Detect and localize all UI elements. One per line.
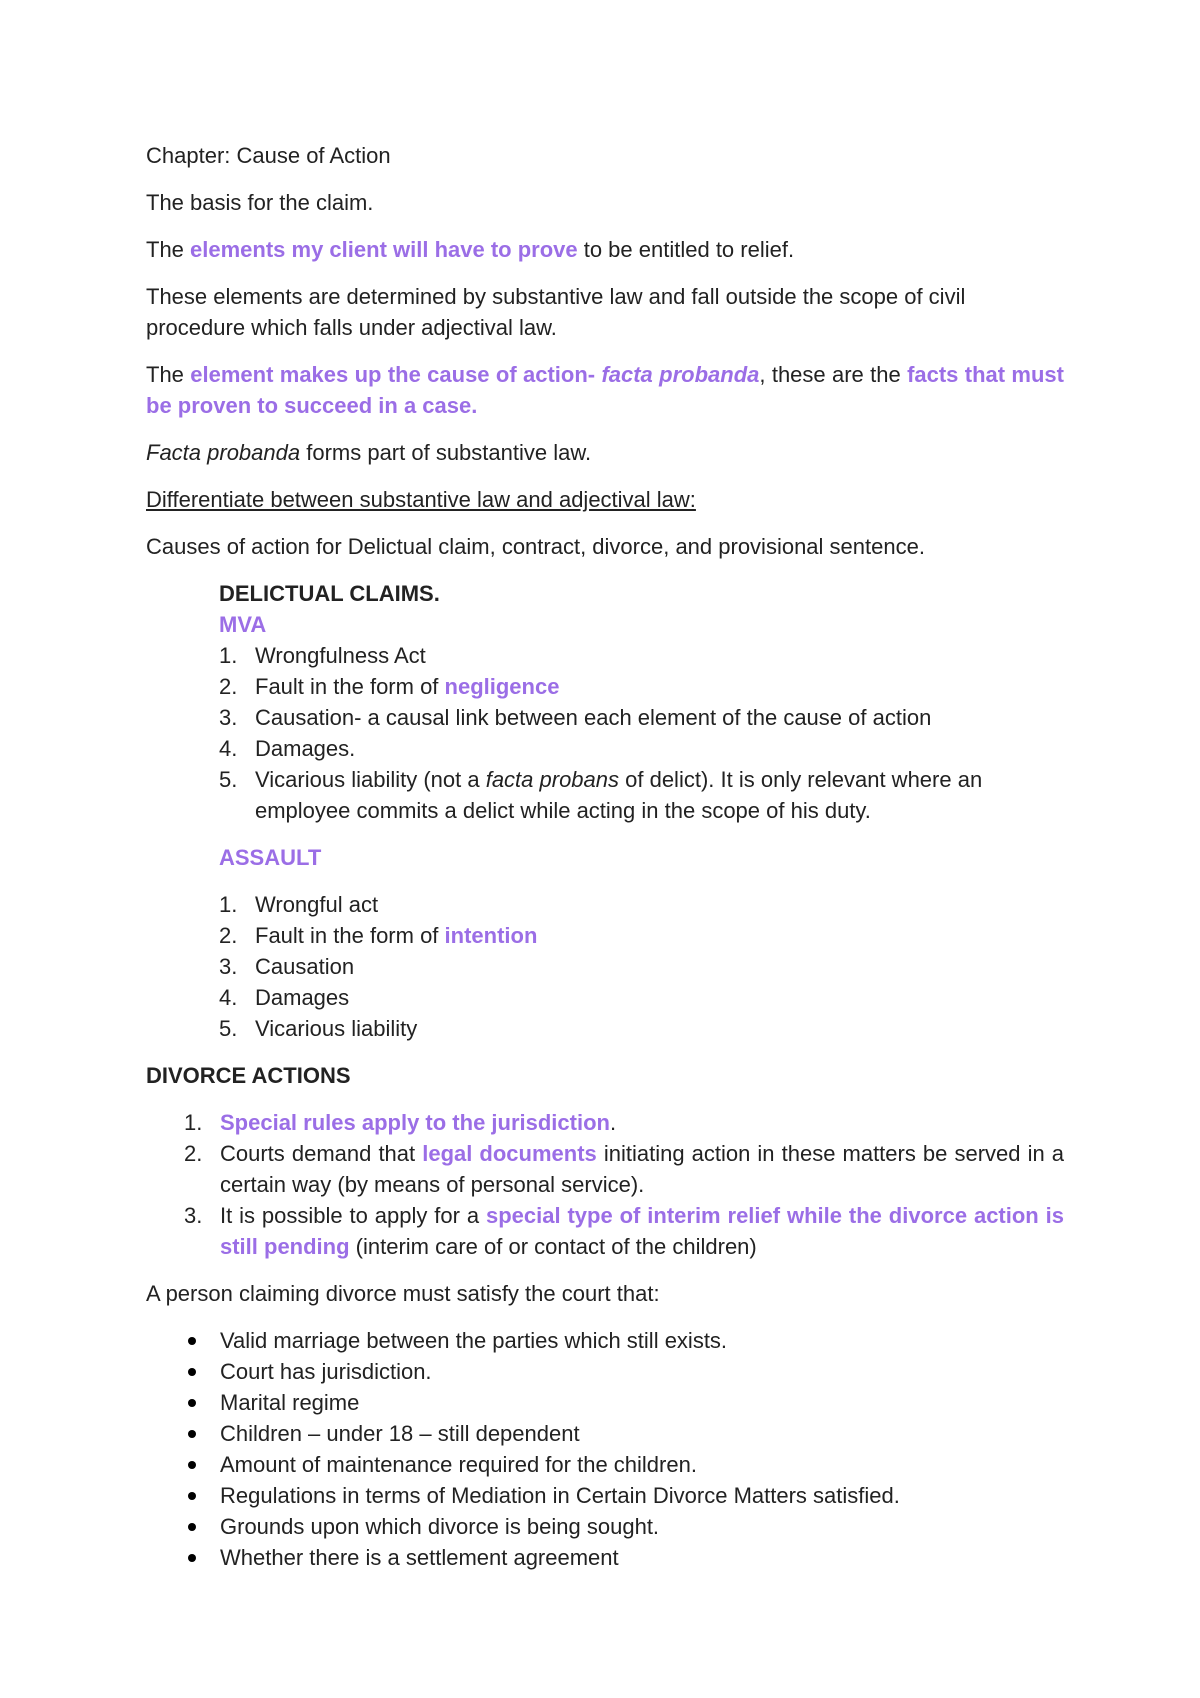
list-item — [219, 920, 1064, 951]
list-text: Grounds upon which divorce is being sought. — [220, 1514, 660, 1539]
facta-paragraph — [146, 437, 1064, 468]
list-text: Damages. — [255, 736, 356, 761]
determined-paragraph: These elements are determined by substantive law and fall outside the scope of civil procedure which falls under adjectival law. — [146, 284, 966, 340]
list-number: 5. — [219, 1016, 238, 1041]
list-highlight: legal documents — [422, 1141, 597, 1166]
delictual-heading: DELICTUAL CLAIMS. — [219, 581, 440, 606]
list-item — [184, 1387, 1064, 1418]
list-text: (interim care of or contact of the children) — [349, 1234, 757, 1259]
list-item — [184, 1200, 1064, 1262]
bullet-icon — [188, 1461, 196, 1469]
list-text: Marital regime — [220, 1390, 360, 1415]
list-item — [184, 1542, 1064, 1573]
list-highlight: special type of interim relief while the divorce action is still pending — [220, 1203, 1064, 1259]
list-text: initiating action in these matters be served in a certain way (by means of personal service). — [220, 1141, 1064, 1197]
differentiate-paragraph: Differentiate between substantive law and adjectival law: — [146, 487, 696, 512]
elements-post: to be entitled to relief. — [577, 237, 795, 262]
list-text: Fault in the form of — [255, 674, 445, 699]
list-item — [184, 1449, 1064, 1480]
divorce-heading: DIVORCE ACTIONS — [146, 1063, 351, 1088]
list-text: Children – under 18 – still dependent — [220, 1421, 580, 1446]
assault-heading: ASSAULT — [219, 845, 322, 870]
list-number: 1. — [219, 643, 238, 668]
list-item — [219, 671, 1064, 702]
list-text: Regulations in terms of Mediation in Certain Divorce Matters satisfied. — [220, 1483, 900, 1508]
list-text: Amount of maintenance required for the children. — [220, 1452, 697, 1477]
elements-paragraph — [146, 234, 1064, 265]
list-item — [184, 1418, 1064, 1449]
list-number: 4. — [219, 736, 238, 761]
list-text: Causation — [255, 954, 355, 979]
list-text: . — [609, 1110, 617, 1135]
divorce-requirements-list — [184, 1325, 1064, 1573]
list-text: It is possible to apply for a — [220, 1203, 486, 1228]
list-number: 2. — [219, 674, 238, 699]
list-item — [219, 733, 1064, 764]
list-item — [184, 1325, 1064, 1356]
list-text: Causation- a causal link between each element of the cause of action — [255, 705, 932, 730]
list-number: 1. — [184, 1110, 203, 1135]
bullet-icon — [188, 1492, 196, 1500]
list-text: Wrongful act — [255, 892, 379, 917]
mva-heading: MVA — [219, 612, 267, 637]
chapter-title: Chapter: Cause of Action — [146, 143, 391, 168]
list-item — [219, 702, 1064, 733]
cause-highlight-italic: facta probanda — [601, 362, 760, 387]
list-item — [219, 982, 1064, 1013]
cause-highlight-1: element makes up the cause of action- — [190, 362, 602, 387]
causes-paragraph: Causes of action for Delictual claim, contract, divorce, and provisional sentence. — [146, 534, 925, 559]
bullet-icon — [188, 1430, 196, 1438]
list-item — [219, 889, 1064, 920]
list-number: 3. — [184, 1203, 203, 1228]
list-item — [184, 1138, 1064, 1200]
delictual-section — [219, 578, 1064, 1044]
list-number: 5. — [219, 767, 238, 792]
list-italic: facta probans — [485, 767, 620, 792]
list-item — [184, 1480, 1064, 1511]
list-text: Court has jurisdiction. — [220, 1359, 432, 1384]
cause-highlight-2: facts that must be proven to succeed in a case. — [146, 362, 1064, 418]
list-number: 2. — [184, 1141, 203, 1166]
list-item — [184, 1511, 1064, 1542]
cause-pre: The — [146, 362, 191, 387]
list-number: 1. — [219, 892, 238, 917]
divorce-list — [184, 1107, 1064, 1262]
list-text: Damages — [255, 985, 350, 1010]
list-item — [184, 1356, 1064, 1387]
list-text: Vicarious liability (not a — [255, 767, 486, 792]
satisfy-intro: A person claiming divorce must satisfy the court that: — [146, 1281, 660, 1306]
list-text: of delict). It is only relevant where an employee commits a delict while acting in the scope of his duty. — [255, 767, 983, 823]
bullet-icon — [188, 1399, 196, 1407]
list-number: 3. — [219, 705, 238, 730]
bullet-icon — [188, 1368, 196, 1376]
cause-paragraph — [146, 359, 1064, 421]
bullet-icon — [188, 1523, 196, 1531]
elements-highlight: elements my client will have to prove — [190, 237, 578, 262]
facta-post: forms part of substantive law. — [300, 440, 592, 465]
list-number: 2. — [219, 923, 238, 948]
bullet-icon — [188, 1337, 196, 1345]
list-item — [219, 1013, 1064, 1044]
list-text: Fault in the form of — [255, 923, 445, 948]
assault-list — [219, 889, 1064, 1044]
list-text: Valid marriage between the parties which still exists. — [220, 1328, 728, 1353]
document-page — [146, 140, 1064, 1573]
list-item — [219, 951, 1064, 982]
list-highlight: Special rules apply to the jurisdiction — [220, 1110, 610, 1135]
facta-italic: Facta probanda — [146, 440, 301, 465]
cause-mid: , these are the — [759, 362, 908, 387]
list-highlight: negligence — [444, 674, 560, 699]
list-item — [184, 1107, 1064, 1138]
list-text: Whether there is a settlement agreement — [220, 1545, 619, 1570]
mva-list — [219, 640, 1064, 826]
basis-paragraph: The basis for the claim. — [146, 190, 374, 215]
list-item — [219, 640, 1064, 671]
list-number: 4. — [219, 985, 238, 1010]
list-number: 3. — [219, 954, 238, 979]
bullet-icon — [188, 1554, 196, 1562]
list-text: Wrongfulness Act — [255, 643, 426, 668]
elements-pre: The — [146, 237, 191, 262]
list-text: Vicarious liability — [255, 1016, 418, 1041]
list-highlight: intention — [444, 923, 538, 948]
list-text: Courts demand that — [220, 1141, 423, 1166]
list-item — [219, 764, 1064, 826]
